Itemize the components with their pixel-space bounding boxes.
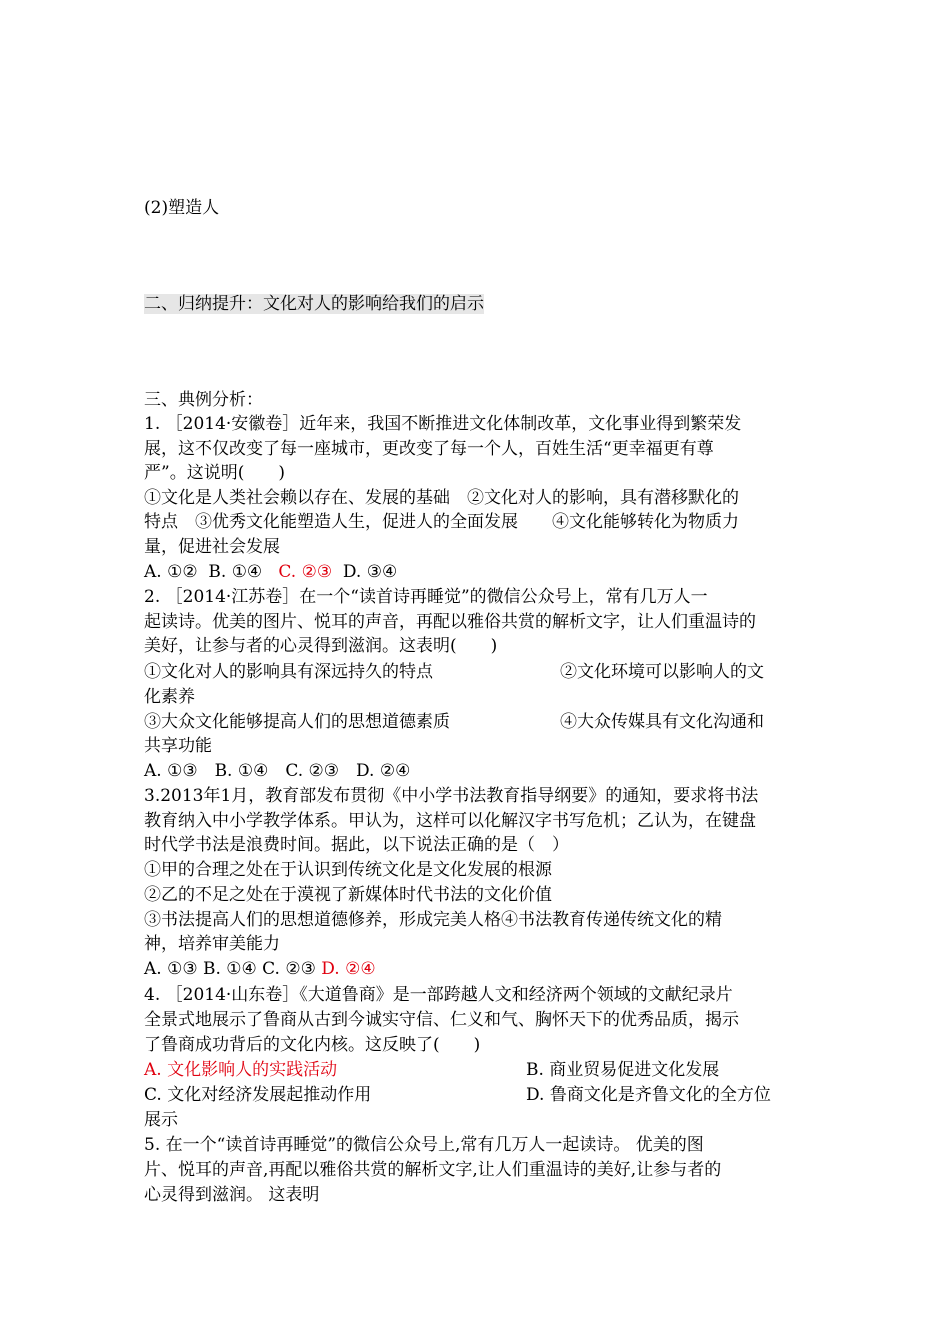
q1-options-line1: ①文化是人类社会赖以存在、发展的基础 ②文化对人的影响，具有潜移默化的	[144, 488, 739, 508]
q4-option-b: B. 商业贸易促进文化发展	[526, 1060, 720, 1080]
q4-option-d: D. 鲁商文化是齐鲁文化的全方位	[526, 1085, 771, 1105]
q3-answers	[144, 957, 376, 981]
section2-heading-text: 二、归纳提升：文化对人的影响给我们的启示	[144, 294, 484, 314]
q3-option-1: ①甲的合理之处在于认识到传统文化是文化发展的根源	[144, 860, 552, 880]
q4-stem-line3: 了鲁商成功背后的文化内核。这反映了( )	[144, 1035, 481, 1055]
q3-option-2: ②乙的不足之处在于漠视了新媒体时代书法的文化价值	[144, 885, 552, 905]
q1-options-line2: 特点 ③优秀文化能塑造人生，促进人的全面发展 ④文化能够转化为物质力	[144, 512, 739, 532]
q1-answers	[144, 560, 397, 584]
q2-option-2-cont: 化素养	[144, 687, 195, 707]
q1-stem-line2: 展，这不仅改变了每一座城市，更改变了每一个人，百姓生活“更幸福更有尊	[144, 439, 714, 459]
q4-stem-line2: 全景式地展示了鲁商从古到今诚实守信、仁义和气、胸怀天下的优秀品质，揭示	[144, 1010, 739, 1030]
section3-heading: 三、典例分析：	[144, 390, 263, 410]
q2-stem-line2: 起读诗。优美的图片、悦耳的声音，再配以雅俗共赏的解析文字，让人们重温诗的	[144, 612, 756, 632]
section1-subheading: (2)塑造人	[144, 198, 220, 218]
q3-answers-abc: A. ①③ B. ①④ C. ②③	[144, 959, 322, 979]
q2-option-4: ④大众传媒具有文化沟通和	[560, 712, 764, 732]
q3-option-3-cont: 神，培养审美能力	[144, 934, 280, 954]
q2-answers: A. ①③ B. ①④ C. ②③ D. ②④	[144, 761, 411, 781]
q3-stem-line1: 3.2013年1月，教育部发布贯彻《中小学书法教育指导纲要》的通知，要求将书法	[144, 786, 759, 806]
q5-stem-line1: 5. 在一个“读首诗再睡觉”的微信公众号上,常有几万人一起读诗。 优美的图	[144, 1135, 704, 1155]
q1-stem-line1: 1. ［2014·安徽卷］近年来，我国不断推进文化体制改革，文化事业得到繁荣发	[144, 414, 742, 434]
q2-stem-line3: 美好，让参与者的心灵得到滋润。这表明( )	[144, 636, 498, 656]
q5-stem-line3: 心灵得到滋润。 这表明	[144, 1185, 320, 1205]
q2-option-3: ③大众文化能够提高人们的思想道德素质	[144, 712, 450, 732]
q4-stem-line1: 4. ［2014·山东卷］《大道鲁商》是一部跨越人文和经济两个领域的文献纪录片	[144, 985, 733, 1005]
section2-heading	[144, 292, 484, 316]
q1-options-line3: 量，促进社会发展	[144, 537, 280, 557]
q3-answer-d-correct: D. ②④	[321, 959, 376, 979]
q2-option-2: ②文化环境可以影响人的文	[560, 662, 764, 682]
q4-option-a-correct: A. 文化影响人的实践活动	[144, 1060, 338, 1080]
q4-option-c: C. 文化对经济发展起推动作用	[144, 1085, 372, 1105]
q3-option-3: ③书法提高人们的思想道德修养，形成完美人格④书法教育传递传统文化的精	[144, 910, 722, 930]
q2-option-1: ①文化对人的影响具有深远持久的特点	[144, 662, 433, 682]
q5-stem-line2: 片、悦耳的声音,再配以雅俗共赏的解析文字,让人们重温诗的美好,让参与者的	[144, 1160, 722, 1180]
q1-answer-d: D. ③④	[342, 562, 398, 582]
q1-answer-a: A. ①②	[144, 562, 198, 582]
q1-answer-b: B. ①④	[208, 562, 263, 582]
q3-stem-line2: 教育纳入中小学教学体系。甲认为，这样可以化解汉字书写危机；乙认为，在键盘	[144, 811, 756, 831]
q3-stem-line3: 时代学书法是浪费时间。据此，以下说法正确的是（ ）	[144, 835, 569, 855]
q1-answer-c-correct: C. ②③	[278, 562, 333, 582]
q4-option-d-cont: 展示	[144, 1110, 178, 1130]
q2-option-4-cont: 共享功能	[144, 736, 212, 756]
q2-stem-line1: 2. ［2014·江苏卷］在一个“读首诗再睡觉”的微信公众号上，常有几万人一	[144, 587, 708, 607]
q1-stem-line3: 严”。这说明( )	[144, 463, 285, 483]
